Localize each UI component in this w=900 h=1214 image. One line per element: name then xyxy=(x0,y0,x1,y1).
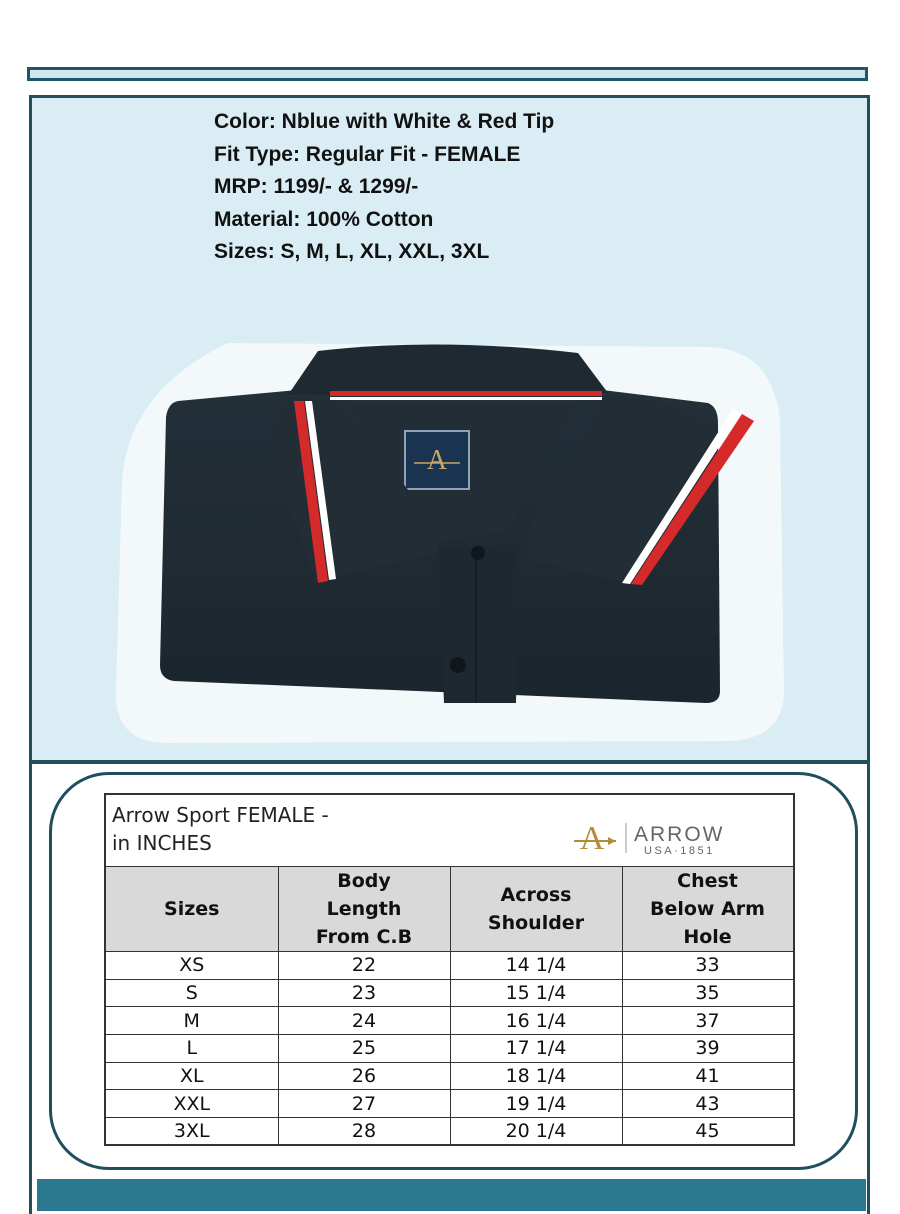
table-row xyxy=(106,1118,793,1146)
col-header-line: Below Arm xyxy=(650,898,765,920)
size-chart xyxy=(104,793,795,1146)
cell-body-length: 23 xyxy=(278,979,450,1007)
cell-across-shoulder: 18 1/4 xyxy=(450,1062,622,1090)
spec-sizes: Sizes: S, M, L, XL, XXL, 3XL xyxy=(214,240,490,263)
col-header-line: From C.B xyxy=(315,926,413,948)
cell-body-length: 26 xyxy=(278,1062,450,1090)
col-header-sizes xyxy=(106,867,278,952)
cell-body-length: 25 xyxy=(278,1035,450,1063)
spec-mrp: MRP: 1199/- & 1299/- xyxy=(214,175,419,198)
cell-chest: 35 xyxy=(622,979,793,1007)
top-banner-bar xyxy=(27,67,868,81)
bottom-banner-bar xyxy=(37,1179,866,1211)
table-row xyxy=(106,979,793,1007)
table-row xyxy=(106,1062,793,1090)
size-chart-title-line2: in INCHES xyxy=(112,831,212,855)
table-row xyxy=(106,1035,793,1063)
col-header-line: Across xyxy=(500,884,572,906)
table-row xyxy=(106,1090,793,1118)
arrow-brand-logo xyxy=(572,817,792,857)
button-bottom xyxy=(450,657,466,673)
cell-size: XS xyxy=(106,952,278,980)
size-chart-title-line1: Arrow Sport FEMALE - xyxy=(112,803,329,827)
cell-across-shoulder: 15 1/4 xyxy=(450,979,622,1007)
col-header-body-length xyxy=(278,867,450,952)
col-header-line: Shoulder xyxy=(487,912,585,934)
table-row xyxy=(106,952,793,980)
cell-across-shoulder: 17 1/4 xyxy=(450,1035,622,1063)
cell-chest: 39 xyxy=(622,1035,793,1063)
polo-shirt-photo xyxy=(108,331,788,751)
collar-back-tip-white xyxy=(330,397,602,400)
logo-brand: ARROW xyxy=(634,823,725,846)
product-specs xyxy=(214,106,554,269)
logo-monogram-icon: A xyxy=(579,820,605,857)
col-header-line: Body xyxy=(337,870,391,892)
size-chart-title xyxy=(112,801,329,857)
product-panel xyxy=(29,95,870,763)
cell-size: 3XL xyxy=(106,1118,278,1146)
collar-back-tip-red xyxy=(330,391,602,396)
col-header-line: Chest xyxy=(677,870,738,892)
button-top xyxy=(471,546,485,560)
size-table xyxy=(106,866,794,1146)
spec-color: Color: Nblue with White & Red Tip xyxy=(214,110,555,133)
spec-fit-type: Fit Type: Regular Fit - FEMALE xyxy=(214,142,521,166)
table-header-row xyxy=(106,867,793,952)
col-header-line: Hole xyxy=(683,926,732,948)
cell-across-shoulder: 14 1/4 xyxy=(450,952,622,980)
cell-body-length: 22 xyxy=(278,952,450,980)
cell-chest: 45 xyxy=(622,1118,793,1146)
logo-tagline: USA·1851 xyxy=(644,845,715,857)
cell-chest: 43 xyxy=(622,1090,793,1118)
spec-material: Material: 100% Cotton xyxy=(214,207,434,231)
cell-across-shoulder: 19 1/4 xyxy=(450,1090,622,1118)
cell-size: XXL xyxy=(106,1090,278,1118)
placket xyxy=(438,545,518,703)
cell-size: L xyxy=(106,1035,278,1063)
col-header-chest xyxy=(622,867,793,952)
collar-back xyxy=(288,344,608,395)
cell-size: S xyxy=(106,979,278,1007)
cell-size: XL xyxy=(106,1062,278,1090)
cell-chest: 37 xyxy=(622,1007,793,1035)
svg-text:A: A xyxy=(426,445,448,476)
cell-body-length: 24 xyxy=(278,1007,450,1035)
cell-size: M xyxy=(106,1007,278,1035)
cell-across-shoulder: 16 1/4 xyxy=(450,1007,622,1035)
col-header-line: Sizes xyxy=(164,898,220,920)
col-header-across-shoulder xyxy=(450,867,622,952)
table-row xyxy=(106,1007,793,1035)
cell-body-length: 28 xyxy=(278,1118,450,1146)
cell-chest: 33 xyxy=(622,952,793,980)
col-header-line: Length xyxy=(326,898,402,920)
cell-chest: 41 xyxy=(622,1062,793,1090)
cell-body-length: 27 xyxy=(278,1090,450,1118)
cell-across-shoulder: 20 1/4 xyxy=(450,1118,622,1146)
